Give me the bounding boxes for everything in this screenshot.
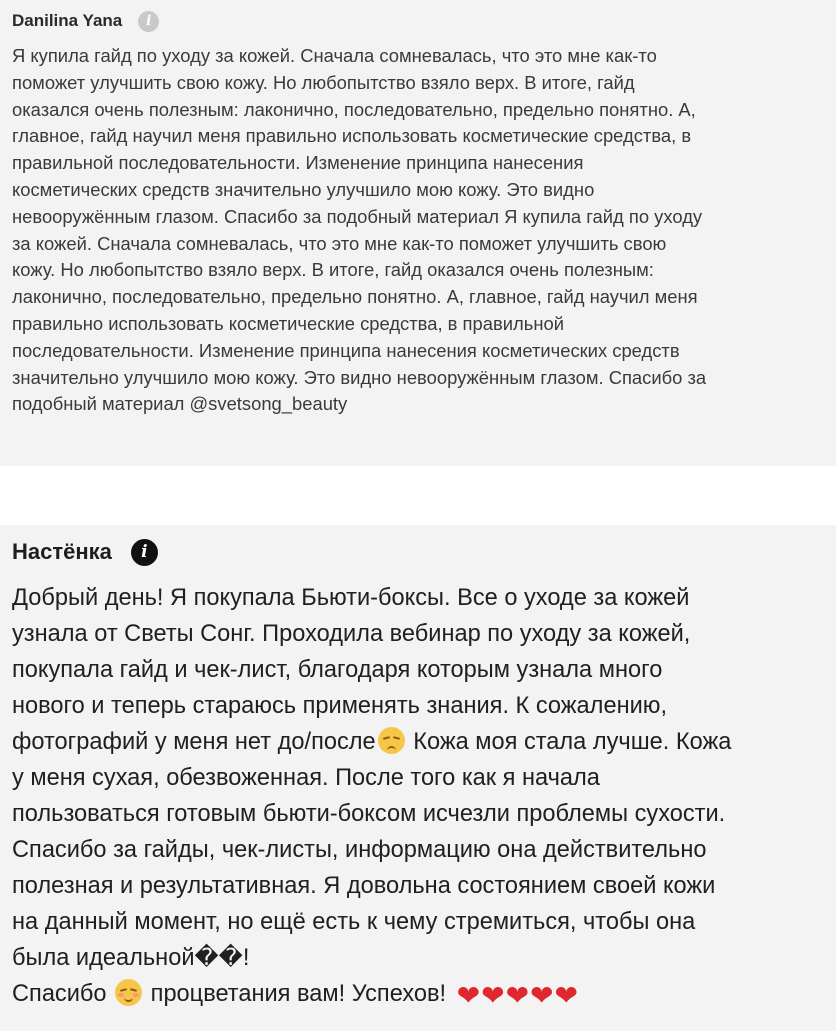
review-header xyxy=(12,535,826,569)
heart-icon: ❤ xyxy=(505,979,530,1012)
pensive-face-emoji xyxy=(378,727,405,754)
review-text-part: Кожа моя стала лучше. Кожа у меня сухая, обезвоженная. После того как я начала пользоваться готовым бьюти-боксом исчезли проблемы сухости. Спасибо за гайды, чек-листы, информацию она действительно полезная и результативная. Я довольна состоянием своей кожи на данный момент, но ещё есть к чему стремиться, чтобы она была идеальной��! xyxy=(12,729,732,971)
heart-icon: ❤ xyxy=(530,979,554,1012)
hearts-row xyxy=(457,980,579,1016)
info-icon[interactable]: i xyxy=(131,539,158,566)
heart-icon: ❤ xyxy=(456,979,481,1012)
review-text xyxy=(12,580,826,1016)
review-header xyxy=(12,8,826,34)
author-name[interactable]: Danilina Yana xyxy=(12,11,123,30)
heart-icon: ❤ xyxy=(481,979,505,1012)
review-text: Я купила гайд по уходу за кожей. Сначала сомневалась, что это мне как-то поможет улучшить свою кожу. Но любопытство взяло верх. В итоге, гайд оказался очень полезным: лаконично, последовательно, предельно понятно. А, главное, гайд научил меня правильно использовать косметические средства, в правильной последовательности. Изменение принципа нанесения косметических средств значительно улучшило мою кожу. Это видно невооружённым глазом. Спасибо за подобный материал Я купила гайд по уходу за кожей. Сначала сомневалась, что это мне как-то поможет улучшить свою кожу. Но любопытство взяло верх. В итоге, гайд оказался очень полезным: лаконично, последовательно, предельно понятно. А, главное, гайд научил меня правильно использовать косметические средства, в правильной последовательности. Изменение принципа нанесения косметических средств значительно улучшило мою кожу. Это видно невооружённым глазом. Спасибо за подобный материал @svetsong_beauty xyxy=(12,45,707,415)
closing-text: Спасибо xyxy=(12,981,114,1007)
author-name[interactable]: Настёнка xyxy=(12,539,112,564)
review-text-part: Добрый день! Я покупала Бьюти-боксы. Все о уходе за кожей узнала от Светы Сонг. Проходила вебинар по уходу за кожей, покупала гайд и чек-лист, благодаря которым узнала много нового и теперь стараюсь применять знания. К сожалению, фотографий у меня нет до/после xyxy=(12,585,691,755)
smiling-face-emoji xyxy=(115,979,142,1006)
heart-icon: ❤ xyxy=(554,979,578,1012)
review-card xyxy=(0,0,836,466)
closing-text: процветания вам! Успехов! xyxy=(144,981,453,1007)
info-icon[interactable]: i xyxy=(138,11,159,32)
review-card xyxy=(0,525,836,1031)
